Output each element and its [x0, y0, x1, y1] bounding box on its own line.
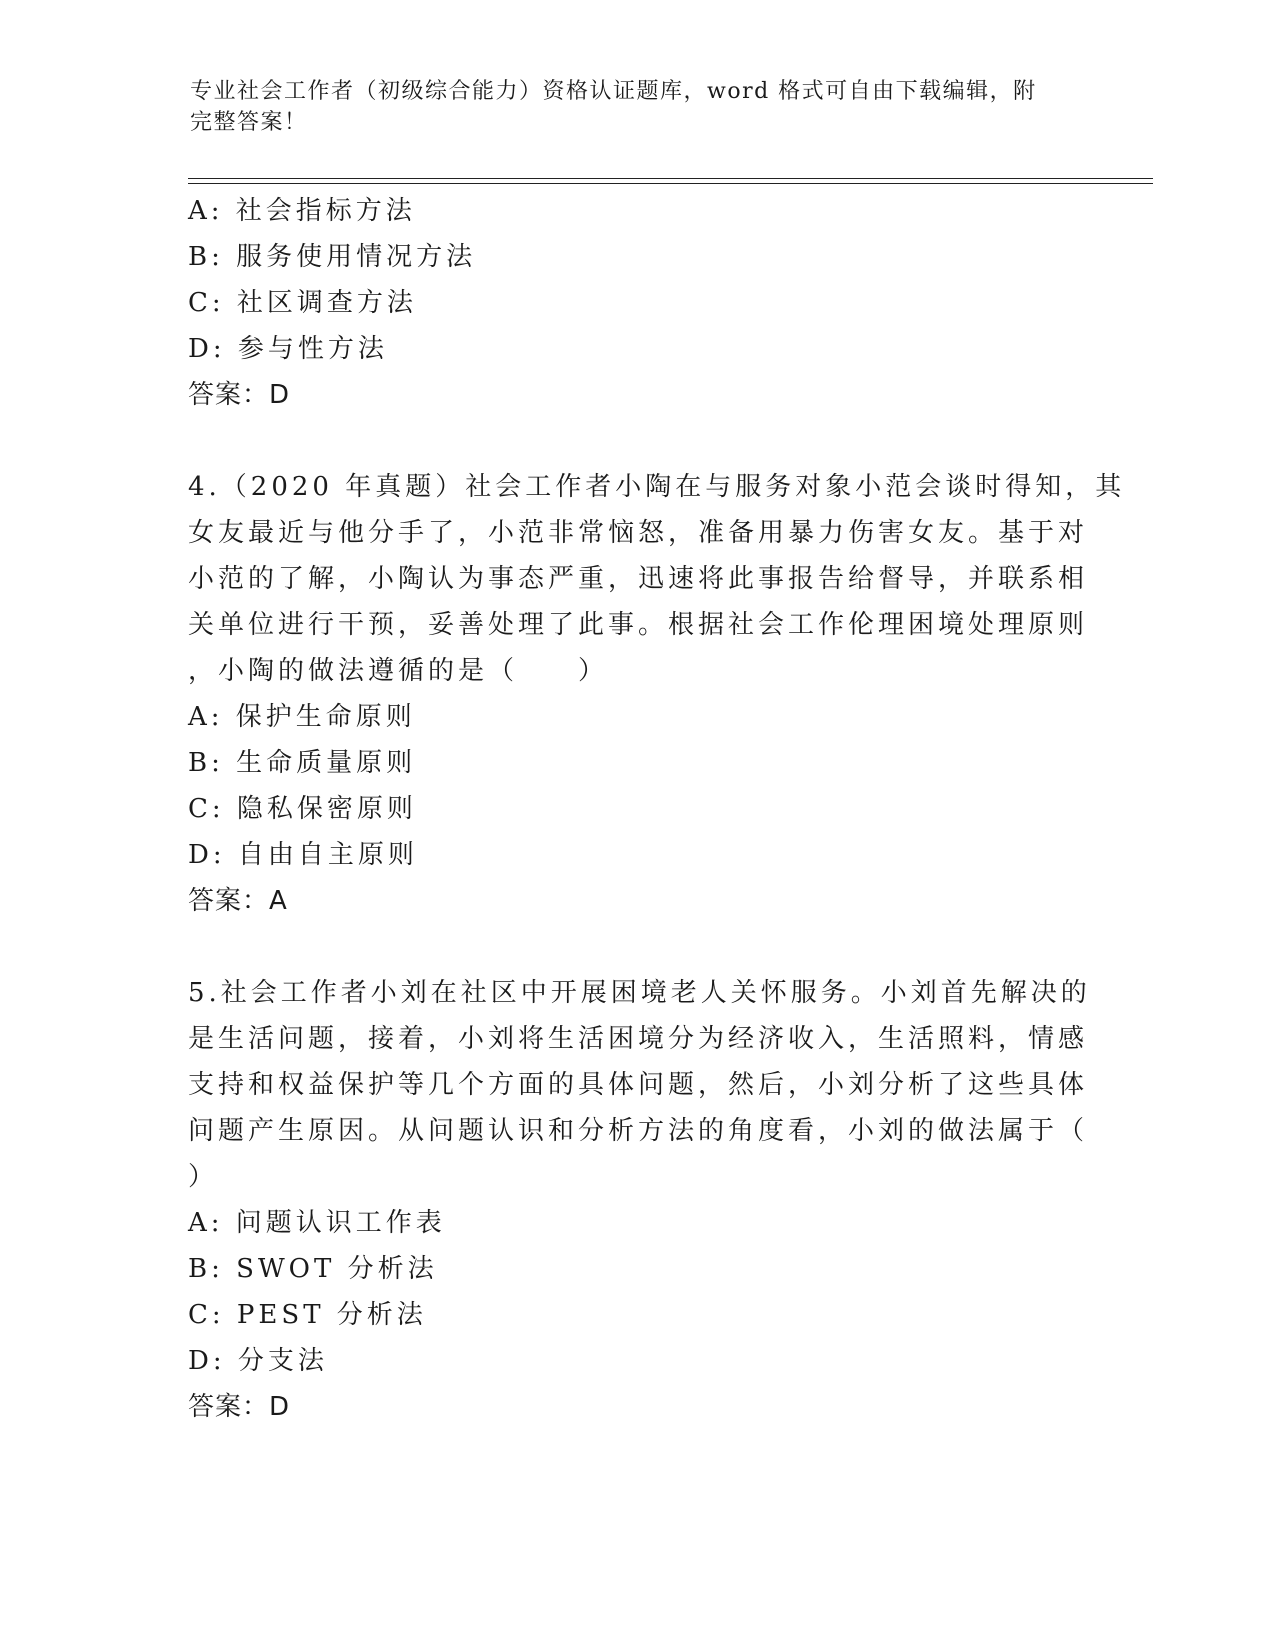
- answer-line: 答案：D: [188, 1392, 291, 1422]
- header-divider-top: [188, 178, 1153, 179]
- option-b: B: 生命质量原则: [188, 748, 417, 778]
- question-text-line: 是生活问题，接着，小刘将生活困境分为经济收入，生活照料，情感: [188, 1024, 1089, 1054]
- question-text-line: 支持和权益保护等几个方面的具体问题，然后，小刘分析了这些具体: [188, 1070, 1089, 1100]
- option-d: D: 分支法: [188, 1346, 328, 1376]
- option-c: C: 隐私保密原则: [188, 794, 417, 824]
- header-line-2: 完整答案！: [190, 110, 308, 135]
- answer-line: 答案：D: [188, 380, 291, 410]
- option-a: A: 问题认识工作表: [188, 1208, 446, 1238]
- question-text-line: 关单位进行干预，妥善处理了此事。根据社会工作伦理困境处理原则: [188, 610, 1089, 640]
- option-c: C: 社区调查方法: [188, 288, 417, 318]
- question-3-block: [188, 188, 1068, 418]
- question-text-line: 小范的了解，小陶认为事态严重，迅速将此事报告给督导，并联系相: [188, 564, 1089, 594]
- option-c: C: PEST 分析法: [188, 1300, 427, 1330]
- header-divider-bottom: [188, 183, 1153, 184]
- answer-line: 答案：A: [188, 886, 288, 916]
- question-text-line: ）: [188, 1162, 219, 1192]
- option-b: B: 服务使用情况方法: [188, 242, 477, 272]
- question-text-line: 4.（2020 年真题）社会工作者小陶在与服务对象小范会谈时得知，其: [188, 472, 1126, 502]
- question-text-line: 问题产生原因。从问题认识和分析方法的角度看，小刘的做法属于（: [188, 1116, 1089, 1146]
- option-d: D: 参与性方法: [188, 334, 388, 364]
- question-content: [188, 188, 1126, 1430]
- option-a: A: 社会指标方法: [188, 196, 416, 226]
- question-text-line: 女友最近与他分手了，小范非常恼怒，准备用暴力伤害女友。基于对: [188, 518, 1089, 548]
- option-b: B: SWOT 分析法: [188, 1254, 438, 1284]
- page-header: [190, 76, 1070, 138]
- question-text-line: ，小陶的做法遵循的是（ ）: [188, 656, 609, 686]
- option-a: A: 保护生命原则: [188, 702, 416, 732]
- option-d: D: 自由自主原则: [188, 840, 418, 870]
- header-line-1: 专业社会工作者（初级综合能力）资格认证题库，word 格式可自由下载编辑，附: [190, 79, 1037, 104]
- question-text-line: 5.社会工作者小刘在社区中开展困境老人关怀服务。小刘首先解决的: [188, 978, 1091, 1008]
- question-5-block: [188, 970, 1091, 1430]
- question-4-block: [188, 464, 1126, 924]
